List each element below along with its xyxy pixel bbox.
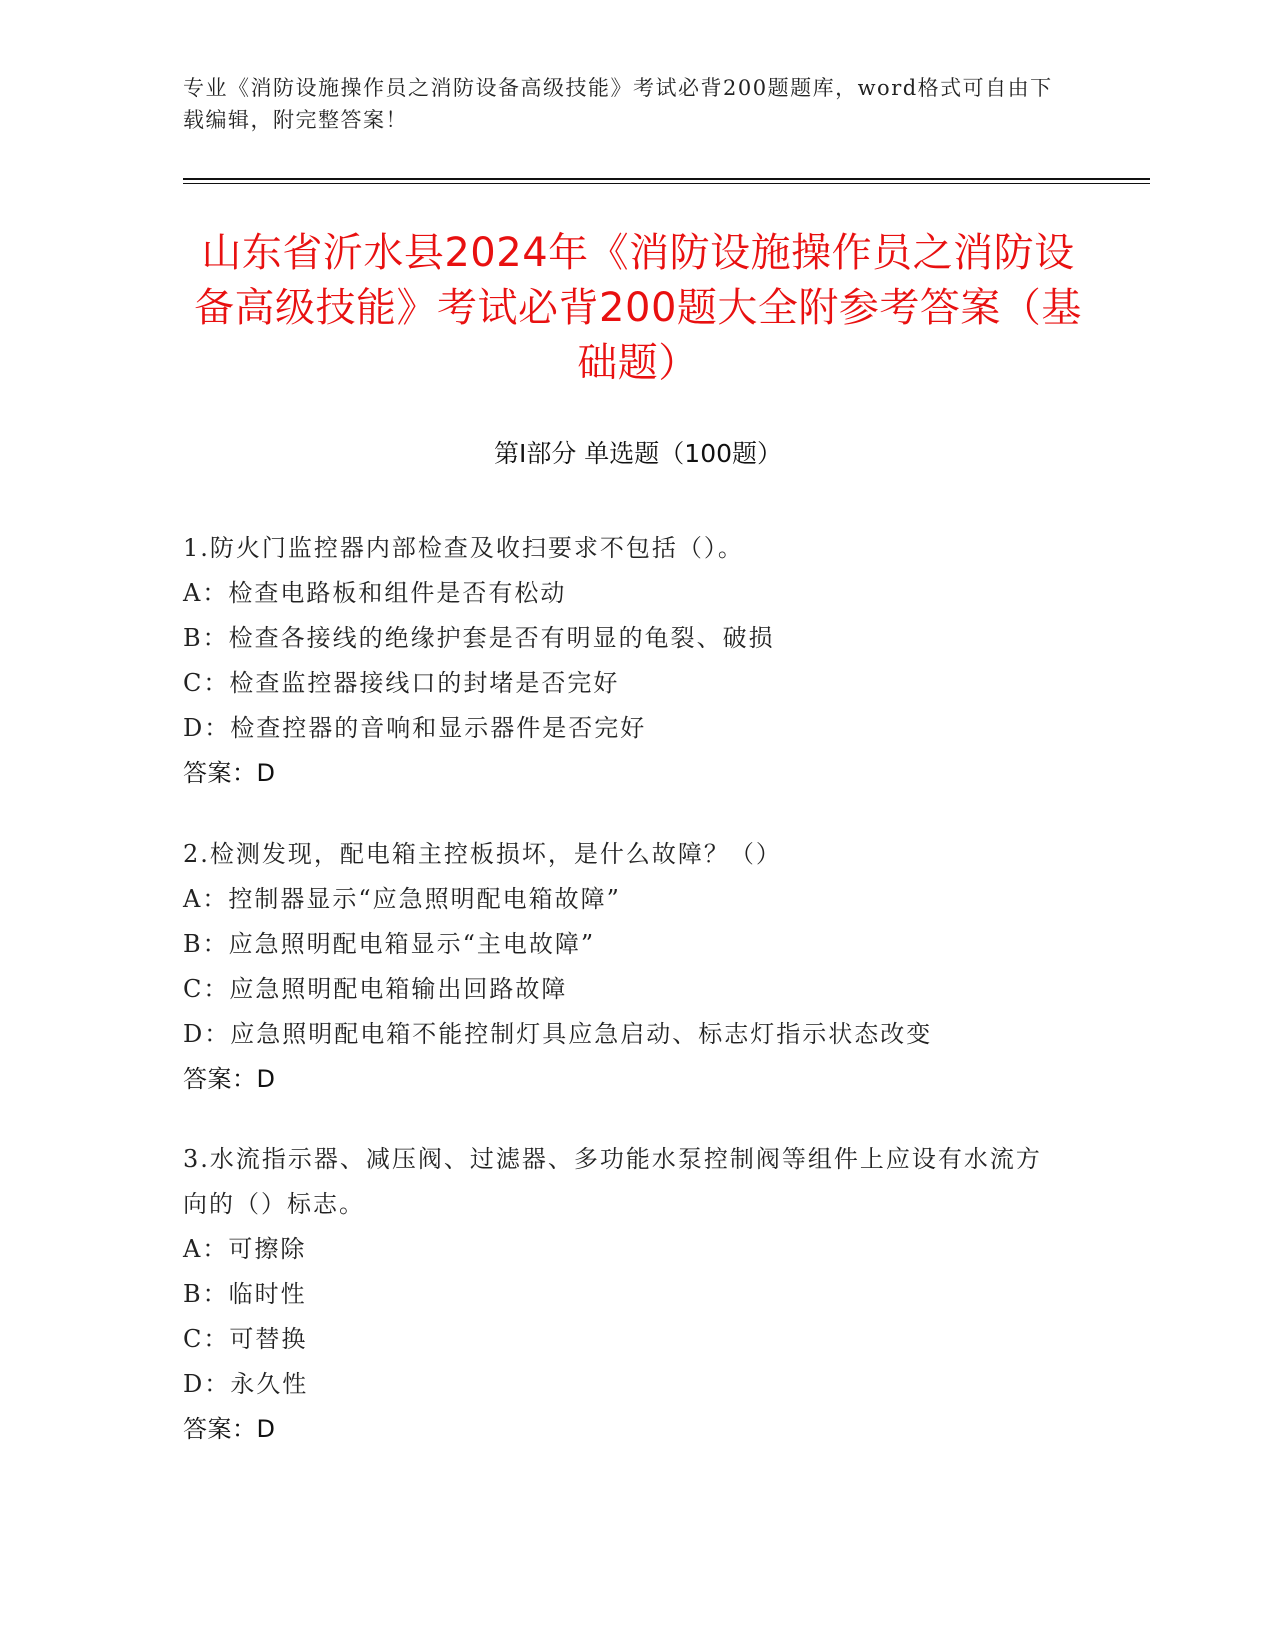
question-item [183,832,1063,1102]
question-item [183,526,1063,796]
answer-line: 答案：D [183,759,276,787]
option-c: C：检查监控器接线口的封堵是否完好 [183,669,620,697]
option-d: D：检查控器的音响和显示器件是否完好 [183,714,647,742]
question-item [183,1137,1063,1452]
option-a: A：控制器显示“应急照明配电箱故障” [183,885,621,913]
question-stem: 1.防火门监控器内部检查及收扫要求不包括（）。 [183,534,744,562]
section-title: 第I部分 单选题（100题） [493,439,783,468]
option-b: B：检查各接线的绝缘护套是否有明显的龟裂、破损 [183,624,775,652]
document-title: 山东省沂水县2024年《消防设施操作员之消防设备高级技能》考试必背200题大全附参考答案（基础题） [194,230,1082,386]
question-stem: 2.检测发现，配电箱主控板损坏，是什么故障？（） [183,840,782,868]
header-divider-thick [183,178,1150,180]
option-b: B：临时性 [183,1280,307,1308]
option-c: C：应急照明配电箱输出回路故障 [183,975,568,1003]
header-divider-thin [183,183,1150,184]
header-note: 专业《消防设施操作员之消防设备高级技能》考试必背200题题库，word格式可自由下载编辑，附完整答案！ [183,76,1053,132]
answer-line: 答案：D [183,1065,276,1093]
option-b: B：应急照明配电箱显示“主电故障” [183,930,596,958]
option-d: D：应急照明配电箱不能控制灯具应急启动、标志灯指示状态改变 [183,1020,933,1048]
option-d: D：永久性 [183,1370,309,1398]
question-stem: 3.水流指示器、减压阀、过滤器、多功能水泵控制阀等组件上应设有水流方向的（）标志。 [183,1145,1042,1218]
option-a: A：检查电路板和组件是否有松动 [183,579,567,607]
option-a: A：可擦除 [183,1235,307,1263]
answer-line: 答案：D [183,1415,276,1443]
option-c: C：可替换 [183,1325,308,1353]
